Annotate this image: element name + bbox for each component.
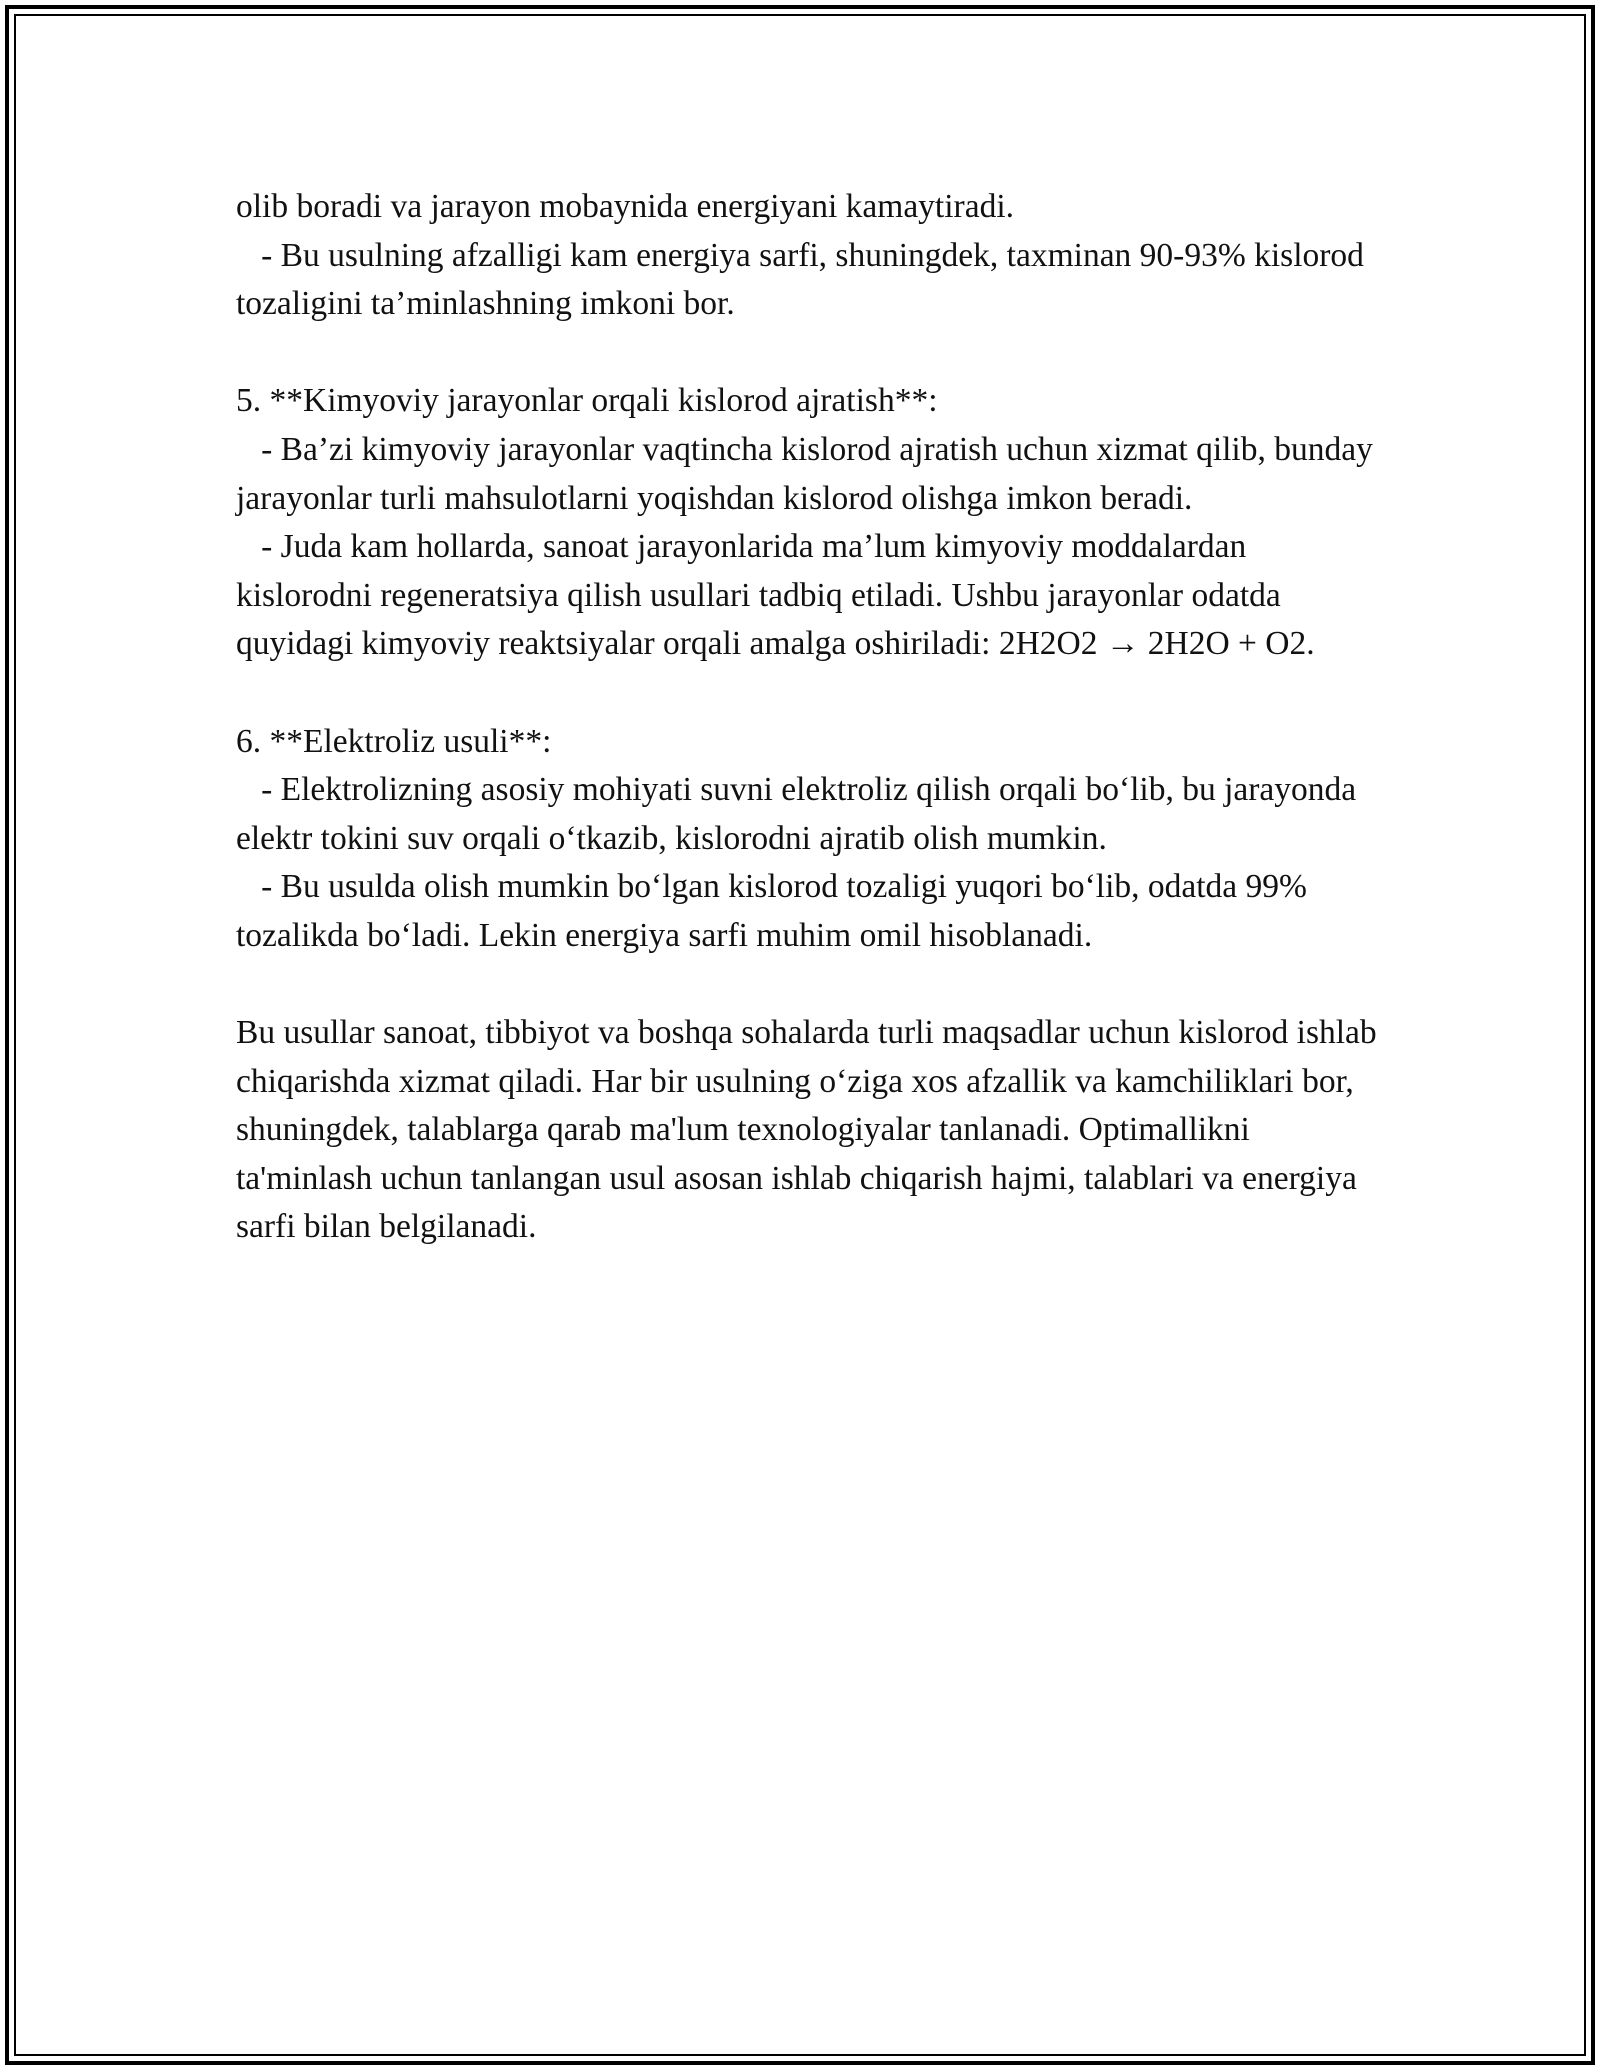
paragraph-bullet-chemical-2: - Juda kam hollarda, sanoat jarayonlarida ma’lum kimyoviy moddalardan kislorodni regeneratsiya qilish usullari tadbiq etiladi. Ushbu jarayonlar odatda quyidagi kimyoviy reaktsiyalar orqali amalga oshiriladi: 2H2O2 → 2H2O + O2. <box>236 528 1315 663</box>
paragraph-gap <box>236 961 1386 1010</box>
paragraph-bullet-electrolysis-1: - Elektrolizning asosiy mohiyati suvni elektroliz qilish orqali bo‘lib, bu jarayonda elektr tokini suv orqali o‘tkazib, kislorodni ajratib olish mumkin. <box>236 771 1365 857</box>
paragraph-bullet-advantage: - Bu usulning afzalligi kam energiya sarfi, shuningdek, taxminan 90-93% kislorod tozaligini ta’minlashning imkoni bor. <box>236 236 1373 323</box>
paragraph-gap <box>236 329 1386 378</box>
document-body <box>236 183 1386 1252</box>
paragraph-gap <box>236 669 1386 718</box>
section-heading-6: 6. **Elektroliz usuli**: <box>236 722 552 760</box>
paragraph-bullet-electrolysis-2: - Bu usulda olish mumkin bo‘lgan kislorod tozaligi yuqori bo‘lib, odatda 99% tozalikda bo‘ladi. Lekin energiya sarfi muhim omil hisoblanadi. <box>236 868 1316 954</box>
paragraph-conclusion: Bu usullar sanoat, tibbiyot va boshqa sohalarda turli maqsadlar uchun kislorod ishlab chiqarishda xizmat qiladi. Har bir usulning o‘ziga xos afzallik va kamchiliklari bor, shuningdek, talablarga qarab ma'lum texnologiyalar tanlanadi. Optimallikni ta'minlash uchun tanlangan usul asosan ishlab chiqarish hajmi, talablari va energiya sarfi bilan belgilanadi. <box>236 1014 1386 1246</box>
paragraph-bullet-chemical-1: - Ba’zi kimyoviy jarayonlar vaqtincha kislorod ajratish uchun xizmat qilib, bunday jarayonlar turli mahsulotlarni yoqishdan kislorod olishga imkon beradi. <box>236 430 1382 517</box>
section-heading-5: 5. **Kimyoviy jarayonlar orqali kislorod ajratish**: <box>236 382 938 420</box>
paragraph-continuation: olib boradi va jarayon mobaynida energiyani kamaytiradi. <box>236 188 1015 225</box>
